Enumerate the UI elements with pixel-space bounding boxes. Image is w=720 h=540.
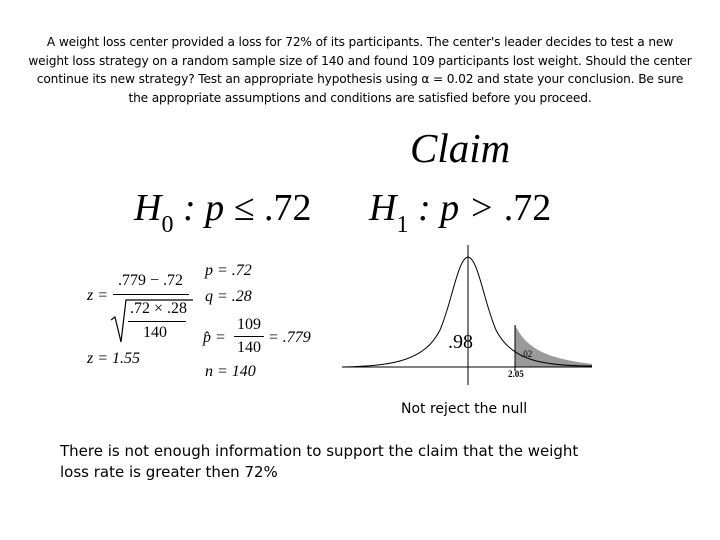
right-tail-shaded-region [515,325,592,367]
param-phat-lhs: p̂ = [203,329,226,346]
claim-label: Claim [410,125,511,171]
alt-hyp-value: .72 [503,187,552,229]
null-hyp-sub: 0 [161,212,174,238]
null-hyp-rest: : p ≤ [182,187,264,229]
alt-hyp-rest: : p > [417,187,504,229]
alternative-hypothesis [369,186,552,238]
problem-statement: A weight loss center provided a loss for 72% of its participants. The center's leader decides to test a new weight loss strategy on a random sample size of 140 and found 109 participants lost weight. Should the center continue its new strategy? Test an appropriate hypothesis using α = 0.02 and state your conclusion. Be sure the appropriate assumptions and conditions are satisfied before you proceed. [28,35,692,105]
param-p: p = .72 [205,262,252,279]
tail-area-label: .02 [521,349,533,359]
null-hyp-var: H [134,187,162,229]
z-result: z = 1.55 [87,350,141,367]
alt-hyp-sub: 1 [396,212,409,238]
z-formula-inner-bar [128,321,186,322]
critical-value-label: 2.05 [508,369,524,379]
normal-distribution-curve [340,240,595,385]
z-formula-lhs: z = [87,287,109,304]
conclusion-text: There is not enough information to support the claim that the weight loss rate is greater then 72% [60,442,579,481]
param-phat-bar [234,336,264,337]
param-phat-denominator: 140 [237,339,261,356]
z-formula-fraction-bar [113,294,189,295]
param-phat-result: = .779 [268,329,311,346]
null-hyp-value: .72 [263,187,312,229]
alt-hyp-var: H [369,187,397,229]
z-formula-inner-numerator: .72 × .28 [130,300,188,317]
param-n: n = 140 [205,363,256,380]
param-phat-numerator: 109 [237,316,261,333]
center-area-label: .98 [448,331,473,353]
z-formula-inner-denominator: 140 [143,324,167,341]
decision-text: Not reject the null [401,401,528,417]
null-hypothesis [134,186,312,238]
z-formula-numerator: .779 − .72 [118,272,184,289]
param-q: q = .28 [205,288,252,305]
